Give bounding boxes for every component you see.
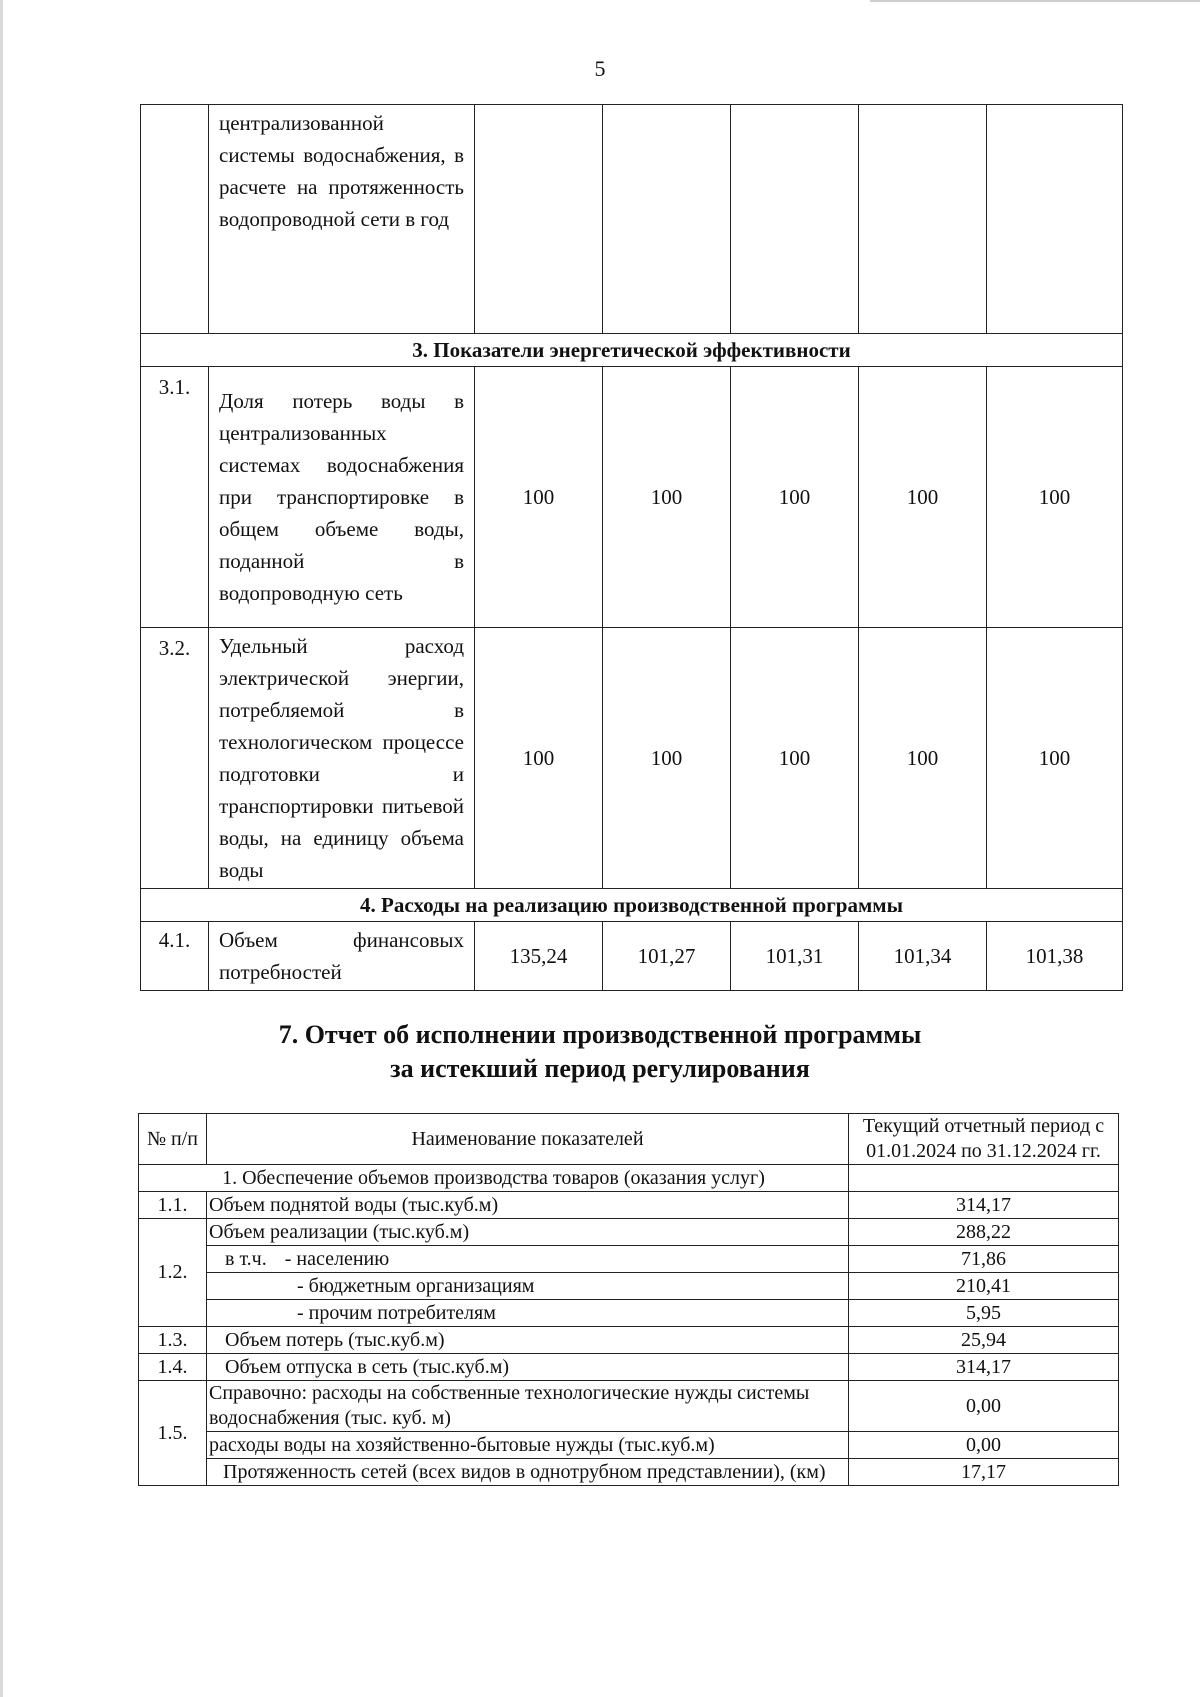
indicator-subrow: [207, 1246, 849, 1273]
scan-edge: [870, 0, 1200, 2]
section-7-title-line1: 7. Отчет об исполнении производственной программы: [278, 1020, 922, 1049]
row-number: 1.3.: [139, 1327, 207, 1354]
indicator-name: Справочно: расходы на собственные технологические нужды системы водоснабжения (тыс. куб. м): [207, 1381, 849, 1432]
indicator-value: 17,17: [849, 1459, 1119, 1486]
group-header-row: [139, 1165, 1119, 1192]
indicator-description: Объем финансовых потребностей: [209, 922, 475, 991]
table-row: [139, 1300, 1119, 1327]
value-cell: 100: [603, 628, 731, 889]
value-cell: 100: [475, 367, 603, 628]
value-cell: 100: [859, 628, 987, 889]
indicator-description: Доля потерь воды в централизованных системах водоснабжения при транспортировке в общем объеме воды, поданной в водопроводную сеть: [209, 367, 475, 628]
row-number: 4.1.: [141, 922, 209, 991]
row-number: 1.2.: [139, 1219, 207, 1327]
value-cell: 101,34: [859, 922, 987, 991]
table-header-row: [139, 1114, 1119, 1165]
table-row: [141, 367, 1123, 628]
value-cell: 101,27: [603, 922, 731, 991]
indicator-name: - прочим потребителям: [207, 1300, 849, 1327]
table-row: [139, 1459, 1119, 1486]
table-row: [141, 628, 1123, 889]
indicator-value: 210,41: [849, 1273, 1119, 1300]
table-row: [139, 1354, 1119, 1381]
row-number: 1.4.: [139, 1354, 207, 1381]
subrow-prefix: в т.ч.: [225, 1247, 267, 1270]
row-number: 1.1.: [139, 1192, 207, 1219]
row-number: 1.5.: [139, 1381, 207, 1486]
table-row: [141, 105, 1123, 334]
indicator-name: - бюджетным организациям: [207, 1273, 849, 1300]
table-row: [139, 1273, 1119, 1300]
page-number: 5: [594, 56, 606, 81]
section-header-row: [141, 889, 1123, 922]
value-cell: 100: [731, 367, 859, 628]
row-number-cell: [141, 105, 209, 334]
header-period: Текущий отчетный период с 01.01.2024 по 31.12.2024 гг.: [849, 1114, 1119, 1165]
row-number: 3.1.: [141, 367, 209, 628]
value-cell: 100: [603, 367, 731, 628]
table-row: [141, 922, 1123, 991]
table-row: [139, 1246, 1119, 1273]
value-cell: 135,24: [475, 922, 603, 991]
value-cell: 100: [859, 367, 987, 628]
value-cell: 100: [987, 628, 1123, 889]
table-row: [139, 1192, 1119, 1219]
indicator-value: 0,00: [849, 1381, 1119, 1432]
section-3-title: 3. Показатели энергетической эффективности: [141, 334, 1123, 367]
table-row: [139, 1432, 1119, 1459]
table-row: [139, 1381, 1119, 1432]
indicator-value: 25,94: [849, 1327, 1119, 1354]
indicator-name: Объем реализации (тыс.куб.м): [207, 1219, 849, 1246]
section-7-heading: [0, 1018, 1200, 1086]
indicator-value: 71,86: [849, 1246, 1119, 1273]
value-cell: [475, 105, 603, 334]
indicator-value: 288,22: [849, 1219, 1119, 1246]
indicator-description: централизованной системы водоснабжения, в расчете на протяженность водопроводной сети в год: [209, 105, 475, 334]
table-row: [139, 1219, 1119, 1246]
indicator-value: 314,17: [849, 1354, 1119, 1381]
section-4-title: 4. Расходы на реализацию производственной программы: [141, 889, 1123, 922]
indicator-name: - населению: [284, 1247, 390, 1270]
value-cell: 100: [987, 367, 1123, 628]
scan-edge: [0, 0, 3, 1697]
table-row: [139, 1327, 1119, 1354]
value-cell: 100: [475, 628, 603, 889]
indicator-name: Объем потерь (тыс.куб.м): [207, 1327, 849, 1354]
indicator-name: расходы воды на хозяйственно-бытовые нужды (тыс.куб.м): [207, 1432, 849, 1459]
section-7-title-line2: за истекший период регулирования: [390, 1054, 810, 1083]
value-cell: [849, 1165, 1119, 1192]
indicator-description: Удельный расход электрической энергии, потребляемой в технологическом процессе подготовки и транспортировки питьевой воды, на единицу объема воды: [209, 628, 475, 889]
value-cell: [859, 105, 987, 334]
indicator-value: 5,95: [849, 1300, 1119, 1327]
indicator-name: Объем отпуска в сеть (тыс.куб.м): [207, 1354, 849, 1381]
indicator-value: 314,17: [849, 1192, 1119, 1219]
value-cell: 101,38: [987, 922, 1123, 991]
value-cell: [731, 105, 859, 334]
report-table: [138, 1113, 1119, 1486]
value-cell: 100: [731, 628, 859, 889]
row-number: 3.2.: [141, 628, 209, 889]
group-1-title: 1. Обеспечение объемов производства товаров (оказания услуг): [139, 1165, 849, 1192]
indicator-name: Объем поднятой воды (тыс.куб.м): [207, 1192, 849, 1219]
value-cell: 101,31: [731, 922, 859, 991]
indicator-name: Протяженность сетей (всех видов в однотрубном представлении), (км): [207, 1459, 849, 1486]
header-number: № п/п: [139, 1114, 207, 1165]
value-cell: [603, 105, 731, 334]
indicators-table: [140, 104, 1123, 991]
value-cell: [987, 105, 1123, 334]
section-header-row: [141, 334, 1123, 367]
indicator-value: 0,00: [849, 1432, 1119, 1459]
header-name: Наименование показателей: [207, 1114, 849, 1165]
